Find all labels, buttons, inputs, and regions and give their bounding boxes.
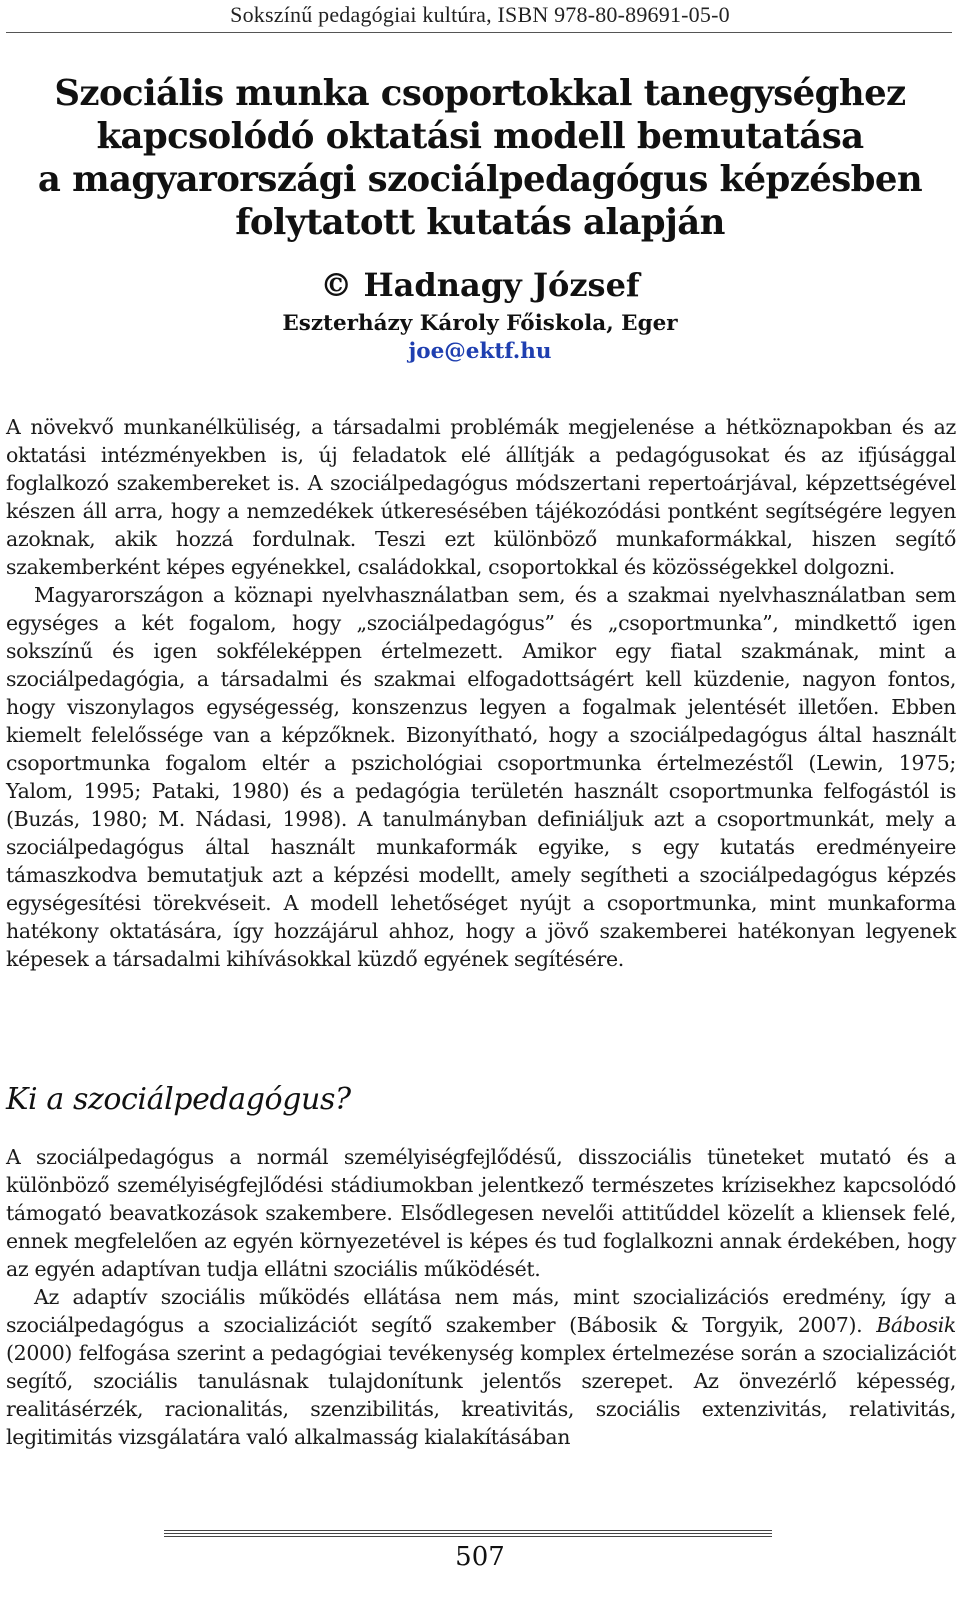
section-paragraph: A szociálpedagógus a normál személyiségfejlődésű, disszociális tüneteket mutató és a különböző személyiségfejlődési stádiumokban jelentkező természetes krízisekhez kapcsolódó támogató beavatkozások szakembere. Elsődlegesen nevelői attitűddel közelít a kliensek felé, ennek megfelelően az egyén környezetével is képes és tud foglalkozni annak érdekében, hogy az egyén adaptívan tudja ellátni szociális működését. — [6, 1145, 956, 1281]
title-line: Szociális munka csoportokkal tanegységhez — [54, 73, 906, 114]
title-line: folytatott kutatás alapján — [235, 202, 725, 243]
footer-rule — [164, 1536, 772, 1537]
author-affiliation: Eszterházy Károly Főiskola, Eger — [282, 311, 678, 336]
author-name: © Hadnagy József — [320, 266, 640, 304]
section-heading: Ki a szociálpedagógus? — [6, 1082, 351, 1117]
abstract — [6, 413, 956, 973]
paragraph-text: (2000) felfogása szerint a pedagógiai tevékenység komplex értelmezése során a szocializációt segítő, szociális tanulásnak tulajdonítunk jelentős szerepet. Az önvezérlő képesség, realitásérzék, racionalitás, szenzibilitás, kreativitás, szociális extenzivitás, relativitás, legitimitás vizsgálatára való alkalmasság kialakításában — [6, 1341, 956, 1449]
header-rule — [6, 32, 952, 33]
author-reference: Bábosik — [876, 1313, 956, 1337]
title-line: kapcsolódó oktatási modell bemutatása — [96, 116, 864, 157]
footer-rule — [164, 1533, 772, 1534]
abstract-paragraph: A növekvő munkanélküliség, a társadalmi problémák megjelenése a hétköznapokban és az oktatási intézményekben is, új feladatok elé állítják a pedagógusokat és az ifjúsággal foglalkozó szakembereket is. A szociálpedagógus módszertani repertoárjával, képzettségével készen áll arra, hogy a nemzedékek útkeresésében tájékozódási pontként segítségére legyen azoknak, akik hozzá fordulnak. Teszi ezt különböző munkaformákkal, hiszen segítő szakemberként képes egyénekkel, családokkal, csoportokkal és közösségekkel dolgozni. — [6, 415, 956, 579]
footer-rule — [164, 1530, 772, 1531]
page-number: 507 — [455, 1542, 505, 1572]
article-title — [0, 72, 960, 244]
section-paragraph — [6, 1283, 956, 1451]
author-email-link[interactable]: joe@ektf.hu — [408, 339, 552, 364]
section-body — [6, 1143, 956, 1451]
title-line: a magyarországi szociálpedagógus képzésben — [37, 159, 923, 200]
abstract-paragraph: Magyarországon a köznapi nyelvhasználatban sem, és a szakmai nyelvhasználatban sem egységes a két fogalom, hogy „szociálpedagógus” és „csoportmunka”, mindkettő igen sokszínű és igen sokféleképpen értelmezett. Amikor egy fiatal szakmának, mint a szociálpedagógia, a társadalmi és szakmai elfogadottságért kell küzdenie, nagyon fontos, hogy viszonylagos egységesség, konszenzus legyen a fogalmak jelentését illetően. Ebben kiemelt felelőssége van a képzőknek. Bizonyítható, hogy a szociálpedagógus által használt csoportmunka fogalom eltér a pszichológiai csoportmunka értelmezéstől (Lewin, 1975; Yalom, 1995; Pataki, 1980) és a pedagógia területén használt csoportmunka felfogástól is (Buzás, 1980; M. Nádasi, 1998). A tanulmányban definiáljuk azt a csoportmunkát, mely a szociálpedagógus által használt munkaformák egyike, s egy kutatás eredményeire támaszkodva bemutatjuk azt a képzési modellt, amely segítheti a szociálpedagógus képzés egységesítési törekvéseit. A modell lehetőséget nyújt a csoportmunka, mint munkaforma hatékony oktatására, így hozzájárul ahhoz, hogy a jövő szakemberei hatékonyan legyenek képesek a társadalmi kihívásokkal küzdő egyének segítésére. — [6, 583, 956, 971]
paragraph-text: Az adaptív szociális működés ellátása nem más, mint szocializációs eredmény, így a szociálpedagógus a szocializációt segítő szakember (Bábosik & Torgyik, 2007). — [6, 1285, 956, 1337]
running-header: Sokszínű pedagógiai kultúra, ISBN 978-80-89691-05-0 — [230, 2, 730, 27]
